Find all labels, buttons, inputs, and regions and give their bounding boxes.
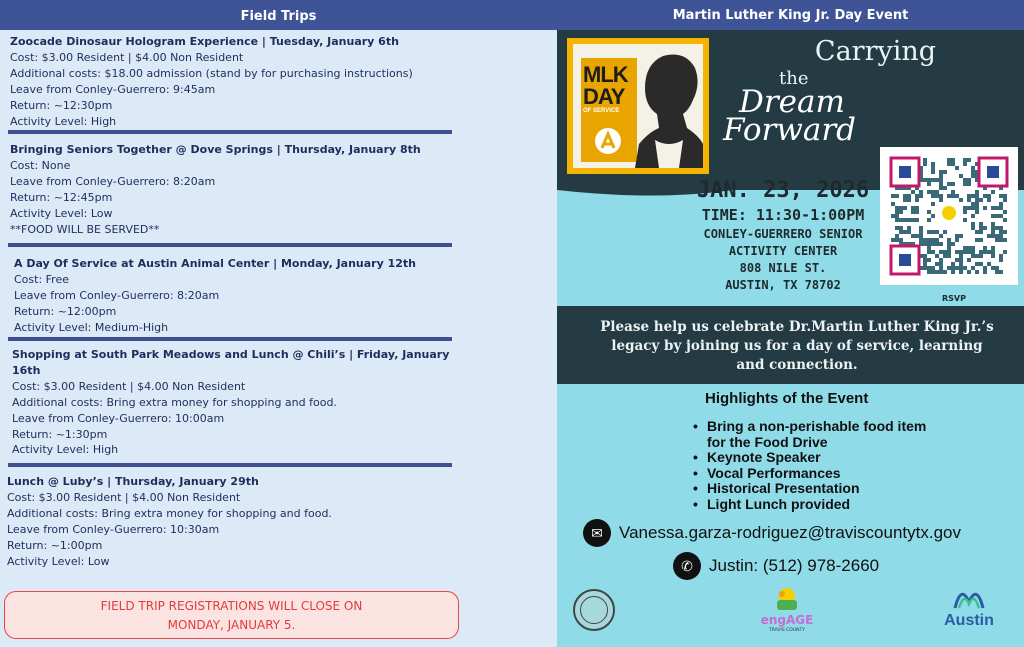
trip-leave-time: Leave from Conley-Guerrero: 9:45am [10, 82, 216, 96]
trip-food-note: **FOOD WILL BE SERVED** [10, 222, 160, 236]
contact-phone[interactable] [673, 552, 879, 580]
trip-animal-center [14, 256, 550, 336]
highlights-title: Highlights of the Event [705, 390, 869, 407]
highlight-item: • Historical Presentation [693, 481, 943, 497]
trip-zoocade [10, 34, 550, 129]
contact-email[interactable] [583, 519, 961, 547]
tagline-forward: Forward [723, 112, 856, 148]
highlight-item: • Keynote Speaker [693, 450, 943, 466]
trip-activity-level: Activity Level: Low [10, 206, 113, 220]
trip-cost: Cost: None [10, 158, 71, 172]
rsvp-qr-code[interactable] [880, 147, 1018, 285]
trip-title: Bringing Seniors Together @ Dove Springs | Thursday, January 8th [10, 143, 421, 156]
trip-leave-time: Leave from Conley-Guerrero: 10:30am [7, 522, 220, 536]
highlight-item: • Bring a non-perishable food item for the Food Drive [693, 419, 943, 450]
envelope-icon: ✉ [583, 519, 611, 547]
trip-return-time: Return: ~12:45pm [10, 190, 113, 204]
engage-logo-subtext: TRAVIS COUNTY [768, 628, 806, 633]
field-trips-header: Field Trips [0, 0, 557, 30]
trip-divider [8, 337, 452, 341]
engage-logo-icon [773, 586, 801, 614]
engage-logo-text: engAGE [760, 613, 814, 627]
trip-cost: Cost: $3.00 Resident | $4.00 Non Resident [12, 379, 246, 393]
qr-code-icon [880, 147, 1018, 285]
tagline-the: the [779, 68, 809, 89]
trip-leave-time: Leave from Conley-Guerrero: 8:20am [10, 174, 216, 188]
event-venue-line-1: CONLEY-GUERRERO SENIOR [703, 227, 863, 241]
highlights-list [693, 419, 943, 512]
mlk-event-panel [557, 0, 1024, 647]
event-venue-line-2: ACTIVITY CENTER [728, 244, 838, 258]
highlight-item: • Vocal Performances [693, 466, 943, 482]
austin-logo [937, 582, 1001, 632]
event-time: TIME: 11:30-1:00PM [701, 206, 865, 224]
trip-additional-costs: Additional costs: $18.00 admission (stand by for purchasing instructions) [10, 66, 413, 80]
trip-leave-time: Leave from Conley-Guerrero: 8:20am [14, 288, 220, 302]
trip-return-time: Return: ~12:00pm [14, 304, 117, 318]
phone-icon: ✆ [673, 552, 701, 580]
trip-dove-springs [10, 142, 550, 237]
trip-cost: Cost: $3.00 Resident | $4.00 Non Resident [10, 50, 244, 64]
trip-lubys [7, 474, 547, 569]
registration-closing-notice [4, 591, 459, 639]
trip-title: Lunch @ Luby’s | Thursday, January 29th [7, 475, 259, 488]
closing-line-1: FIELD TRIP REGISTRATIONS WILL CLOSE ON [100, 599, 363, 613]
trip-activity-level: Activity Level: Low [7, 554, 110, 568]
trip-title: Zoocade Dinosaur Hologram Experience | Tuesday, January 6th [10, 35, 399, 48]
logo-text-day: DAY [583, 84, 625, 109]
trip-return-time: Return: ~1:00pm [7, 538, 103, 552]
event-date: JAN. 23, 2026 [696, 178, 870, 203]
contact-email-text[interactable]: Vanessa.garza-rodriguez@traviscountytx.gov [619, 523, 961, 542]
rsvp-label: RSVP [942, 294, 966, 303]
engage-logo [757, 586, 817, 636]
austin-logo-icon [953, 582, 985, 610]
trip-additional-costs: Additional costs: Bring extra money for shopping and food. [7, 506, 332, 520]
trip-activity-level: Activity Level: Medium-High [14, 320, 169, 334]
event-address-line-2: AUSTIN, TX 78702 [725, 278, 841, 292]
trip-title: Shopping at South Park Meadows and Lunch @ Chili’s | Friday, January 16th [12, 348, 450, 377]
trip-divider [8, 130, 452, 134]
austin-logo-text: Austin [944, 612, 994, 629]
trip-activity-level: Activity Level: High [10, 114, 117, 128]
logo-text-of-service: OF SERVICE [583, 108, 620, 114]
trip-return-time: Return: ~12:30pm [10, 98, 113, 112]
closing-line-2: MONDAY, JANUARY 5. [167, 618, 296, 632]
event-details [693, 178, 873, 294]
trip-divider [8, 243, 452, 247]
tagline-carrying: Carrying [814, 36, 937, 67]
mlk-event-header: Martin Luther King Jr. Day Event [557, 0, 1024, 30]
trip-divider [8, 463, 452, 467]
trip-south-park-meadows [12, 347, 452, 458]
trip-cost: Cost: Free [14, 272, 69, 286]
tagline-dream: Dream [739, 84, 845, 120]
logo-text-mlk: MLK [583, 62, 628, 87]
trip-return-time: Return: ~1:30pm [12, 427, 108, 441]
trip-activity-level: Activity Level: High [12, 443, 119, 457]
highlight-item: • Light Lunch provided [693, 497, 943, 513]
contact-phone-text[interactable]: Justin: (512) 978-2660 [709, 556, 880, 575]
trip-title: A Day Of Service at Austin Animal Center | Monday, January 12th [14, 257, 416, 270]
trip-leave-time: Leave from Conley-Guerrero: 10:00am [12, 411, 225, 425]
event-message: Please help us celebrate Dr.Martin Luther King Jr.’s legacy by joining us for a day of service, learning and connection. [600, 319, 994, 373]
event-address-line-1: 808 NILE ST. [739, 261, 827, 275]
travis-county-seal-icon [573, 589, 615, 631]
trip-additional-costs: Additional costs: Bring extra money for shopping and food. [12, 395, 337, 409]
trip-cost: Cost: $3.00 Resident | $4.00 Non Resident [7, 490, 241, 504]
